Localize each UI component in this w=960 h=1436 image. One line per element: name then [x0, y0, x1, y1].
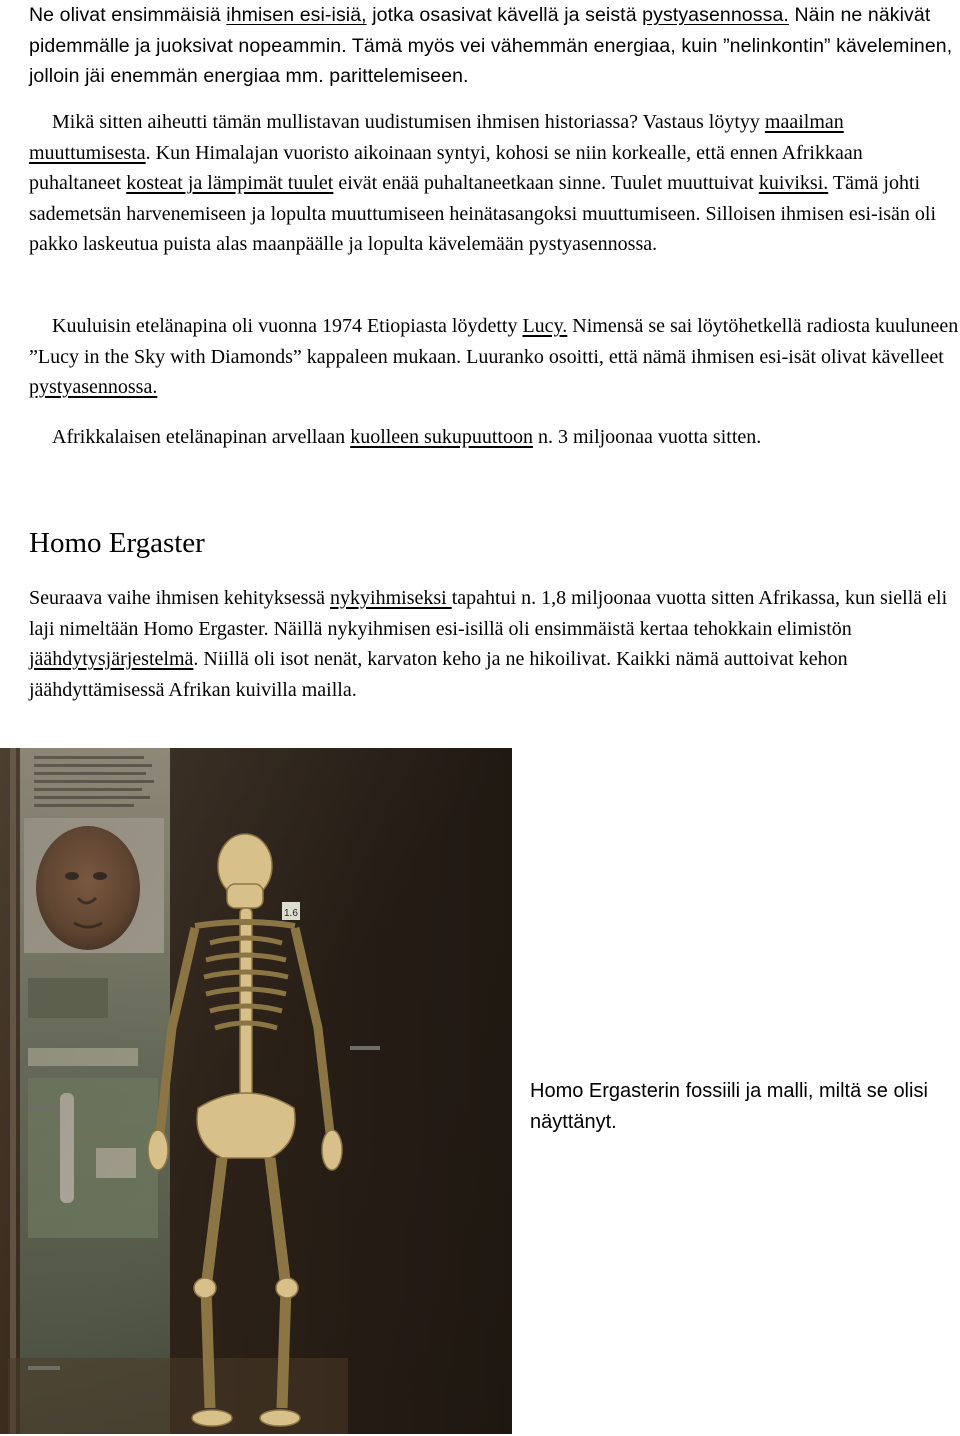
text: Afrikkalaisen etelänapinan arvellaan: [52, 426, 351, 448]
text: Mikä sitten aiheutti tämän mullistavan uudistumisen ihmisen historiassa? Vastaus löytyy: [52, 111, 765, 133]
link-jaahdytysjarjestelma[interactable]: jäähdytysjärjestelmä: [29, 648, 194, 670]
text: Tämä johti sademetsän harvenemiseen ja lopulta muuttumiseen heinätasangoksi muuttumiseen. Silloisen ihmisen esi-isän oli pakko laskeutua puista alas maanpäälle ja lopulta kävelemään pystyasennossa.: [29, 172, 937, 255]
text: jotka osasivat kävellä ja seistä: [366, 4, 643, 26]
link-nykyihmiseksi[interactable]: nykyihmiseksi: [330, 587, 452, 609]
sign-number: 1.6: [284, 908, 298, 919]
paragraph-walking-upright: [29, 0, 959, 92]
link-kuiviksi[interactable]: kuiviksi.: [758, 172, 829, 194]
skeleton-photo-illustration: [0, 748, 512, 1434]
skeleton-photo: [0, 748, 512, 1434]
link-kosteat-ja-lampimat-tuulet[interactable]: kosteat ja lämpimät tuulet: [126, 172, 334, 194]
text: Nimensä se sai löytöhetkellä radiosta kuuluneen ”Lucy in the Sky with Diamonds” kappaleen mukaan. Luuranko osoitti, että nämä ihmisen esi-isät olivat kävelleet: [29, 315, 959, 368]
text: n. 3 miljoonaa vuotta sitten.: [532, 426, 762, 448]
photo-caption: Homo Ergasterin fossiili ja malli, miltä se olisi näyttänyt.: [530, 1080, 928, 1133]
text: eivät enää puhaltaneetkaan sinne. Tuulet muuttuivat: [333, 172, 759, 194]
paragraph-lucy: [29, 311, 959, 403]
text: Näin ne näkivät pidemmälle ja juoksivat nopeammin. Tämä myös vei vähemmän energiaa, kuin ”nelinkontin” käveleminen, jolloin jäi enemmän energiaa mm. parittelemiseen.: [29, 4, 953, 87]
paragraph-homo-ergaster: [29, 583, 959, 705]
text: Seuraava vaihe ihmisen kehityksessä: [29, 587, 331, 609]
text: . Niillä oli isot nenät, karvaton keho ja ne hikoilivat. Kaikki nämä auttoivat kehon jäähdyttämisessä Afrikan kuivilla mailla.: [29, 648, 848, 701]
text: Kuuluisin etelänapina oli vuonna 1974 Etiopiasta löydetty: [52, 315, 523, 337]
text: . Kun Himalajan vuoristo aikoinaan syntyi, kohosi se niin korkealle, että ennen Afrikkaan puhaltaneet: [29, 141, 863, 194]
link-maailman-muuttumisesta[interactable]: maailman muuttumisesta: [29, 111, 844, 164]
link-lucy[interactable]: Lucy.: [522, 315, 568, 337]
text: tapahtui n. 1,8 miljoonaa vuotta sitten Afrikassa, kun siellä eli laji nimeltään Homo Ergaster. Näillä nykyihmisen esi-isillä oli ensimmäistä kertaa tehokkain elimistön: [29, 587, 948, 640]
link-ihmisen-esi-isia[interactable]: ihmisen esi-isiä,: [226, 4, 367, 26]
paragraph-extinction: [29, 422, 959, 453]
section-heading: Homo Ergaster: [29, 527, 205, 559]
text: Ne olivat ensimmäisiä: [29, 4, 227, 26]
link-pystyasennossa-2[interactable]: pystyasennossa.: [29, 376, 158, 398]
link-kuolleen-sukupuuttoon[interactable]: kuolleen sukupuuttoon: [350, 426, 533, 448]
link-pystyasennossa[interactable]: pystyasennossa.: [642, 4, 789, 26]
paragraph-climate-change: [29, 107, 959, 260]
